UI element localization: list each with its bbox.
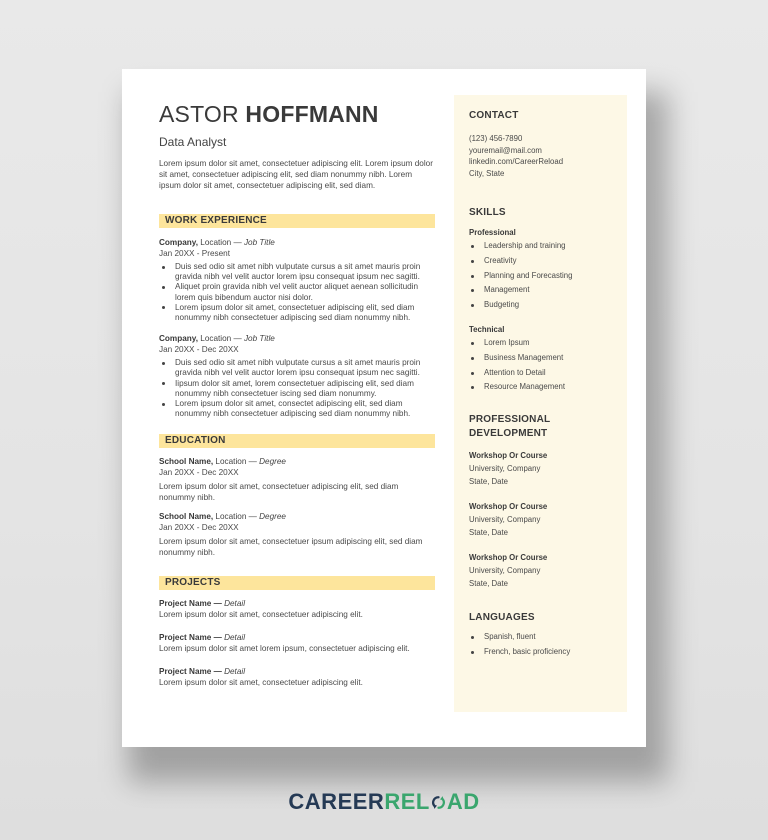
bullet-item: Duis sed odio sit amet nibh vulputate cursus a sit amet mauris proin gravida nibh vel velit auctor lorem ipsu consequat ipsum nec sagitti.	[159, 262, 435, 282]
project-description: Lorem ipsum dolor sit amet, consectetuer adipiscing elit.	[159, 678, 363, 688]
development-heading-line2: DEVELOPMENT	[469, 428, 548, 440]
skill-item: Lorem Ipsum	[469, 336, 619, 351]
education-entry	[159, 456, 435, 503]
skill-item: Attention to Detail	[469, 366, 619, 381]
skill-item: Management	[469, 283, 619, 298]
work-dates: Jan 20XX - Dec 20XX	[159, 345, 239, 355]
circular-arrow-icon	[431, 795, 446, 810]
development-heading	[469, 413, 619, 441]
professional-skills-list	[469, 239, 619, 313]
course-org: University, Company	[469, 464, 541, 474]
first-name: ASTOR	[159, 101, 239, 127]
work-bullets	[159, 262, 435, 323]
bullet-item: Lorem ipsum dolor sit amet, consectetuer adipiscing elit, sed diam nonummy nibh consectetuer adipiscing sed diam nonummy nibh.	[159, 303, 435, 323]
project-entry	[159, 632, 435, 654]
work-entry-header	[159, 237, 435, 248]
education-dates: Jan 20XX - Dec 20XX	[159, 468, 239, 478]
education-entry-header	[159, 456, 435, 467]
last-name: HOFFMANN	[245, 101, 379, 127]
location: Location —	[213, 457, 260, 467]
skill-item: Resource Management	[469, 380, 619, 395]
project-entry	[159, 598, 435, 620]
sidebar	[454, 95, 627, 712]
education-entry	[159, 511, 435, 558]
work-dates: Jan 20XX - Present	[159, 249, 230, 258]
course-place-date: State, Date	[469, 528, 509, 538]
resume-page	[122, 69, 646, 747]
project-entry	[159, 666, 435, 688]
skill-item: Creativity	[469, 254, 619, 269]
technical-skills-list	[469, 336, 619, 395]
contact-heading: CONTACT	[469, 110, 519, 121]
language-item: French, basic proficiency	[469, 645, 619, 660]
logo-ad: AD	[446, 789, 480, 814]
main-column	[159, 101, 435, 688]
degree: Degree	[259, 457, 286, 467]
bullet-item: Lorem ipsum dolor sit amet, consectet adipiscing elit, sed diam nonummy nibh consectetuer adipiscing sed diam nonummy nibh.	[159, 399, 435, 419]
contact-details	[469, 133, 619, 179]
work-entry	[159, 333, 435, 419]
project-header	[159, 632, 435, 643]
project-header	[159, 666, 435, 677]
logo-career: CAREER	[288, 789, 385, 814]
contact-phone: (123) 456-7890	[469, 134, 523, 143]
education-dates: Jan 20XX - Dec 20XX	[159, 523, 239, 533]
company: Company,	[159, 334, 198, 344]
skill-item: Budgeting	[469, 298, 619, 313]
languages-heading: LANGUAGES	[469, 612, 535, 624]
education-entry-header	[159, 511, 435, 522]
location: Location —	[197, 238, 244, 247]
bullet-item: Duis sed odio sit amet nibh vulputate cursus a sit amet mauris proin gravida nibh vel velit auctor lorem ipsu consequat ipsum nec sagitti.	[159, 358, 435, 378]
project-detail: Detail	[224, 667, 246, 677]
project-name: Project Name —	[159, 667, 225, 677]
contact-email: youremail@mail.com	[469, 145, 542, 155]
project-description: Lorem ipsum dolor sit amet lorem ipsum, consectetuer adipiscing elit.	[159, 644, 410, 654]
careerreload-logo	[0, 789, 768, 815]
location: Location —	[197, 334, 244, 344]
work-bullets	[159, 358, 435, 419]
logo-reload	[384, 789, 479, 814]
development-heading-line1: PROFESSIONAL	[469, 414, 551, 426]
course-org: University, Company	[469, 566, 541, 576]
development-entry	[469, 500, 619, 539]
course-title: Workshop Or Course	[469, 502, 548, 512]
skills-heading: SKILLS	[469, 207, 506, 218]
bullet-item: Aliquet proin gravida nibh vel velit auctor aliquet aenean sollicitudin lorem quis bibendum auctor nisi dolor.	[159, 282, 435, 302]
education-heading: EDUCATION	[159, 434, 435, 448]
development-entry	[469, 551, 619, 590]
project-detail: Detail	[224, 633, 246, 643]
project-header	[159, 598, 435, 609]
course-place-date: State, Date	[469, 477, 509, 487]
education-description: Lorem ipsum dolor sit amet, consectetuer adipiscing elit, sed diam nonummy nibh.	[159, 482, 399, 502]
contact-location: City, State	[469, 168, 505, 178]
professional-skills-label: Professional	[469, 228, 516, 237]
course-org: University, Company	[469, 515, 541, 525]
education-description: Lorem ipsum dolor sit amet, consectetuer ipsum adipiscing elit, sed diam nonummy nibh.	[159, 537, 423, 557]
project-description: Lorem ipsum dolor sit amet, consectetuer adipiscing elit.	[159, 610, 363, 620]
development-entry	[469, 449, 619, 488]
project-name: Project Name —	[159, 633, 225, 643]
sidebar-content	[469, 109, 619, 660]
course-place-date: State, Date	[469, 579, 509, 589]
contact-linkedin: linkedin.com/CareerReload	[469, 157, 564, 166]
language-item: Spanish, fluent	[469, 630, 619, 645]
summary: Lorem ipsum dolor sit amet, consectetuer adipiscing elit. Lorem ipsum dolor sit amet, consectetuer adipiscing elit, sed diam nonummy nibh. Lorem ipsum dolor sit amet, consectetuer adipiscing elit, sed diam.	[159, 159, 433, 190]
skill-item: Planning and Forecasting	[469, 269, 619, 284]
location: Location —	[213, 512, 260, 522]
candidate-name	[159, 101, 435, 127]
work-entry-header	[159, 333, 435, 344]
logo-rel: REL	[384, 789, 430, 814]
project-name: Project Name —	[159, 599, 225, 609]
company: Company,	[159, 238, 198, 247]
job-title: Data Analyst	[159, 135, 227, 149]
degree: Degree	[259, 512, 286, 522]
skill-item: Leadership and training	[469, 239, 619, 254]
role: Job Title	[243, 238, 275, 247]
languages-list	[469, 630, 619, 660]
school: School Name,	[159, 457, 214, 467]
school: School Name,	[159, 512, 214, 522]
skill-item: Business Management	[469, 351, 619, 366]
bullet-item: Iipsum dolor sit amet, lorem consectetuer adipiscing elit, sed diam nonummy nibh consectetuer iscing sed diam nonummy.	[159, 379, 435, 399]
projects-heading: PROJECTS	[159, 576, 435, 590]
work-experience-heading: WORK EXPERIENCE	[159, 214, 435, 228]
role: Job Title	[243, 334, 275, 344]
course-title: Workshop Or Course	[469, 553, 548, 563]
work-entry	[159, 237, 435, 323]
project-detail: Detail	[224, 599, 246, 609]
course-title: Workshop Or Course	[469, 451, 548, 461]
technical-skills-label: Technical	[469, 324, 505, 334]
